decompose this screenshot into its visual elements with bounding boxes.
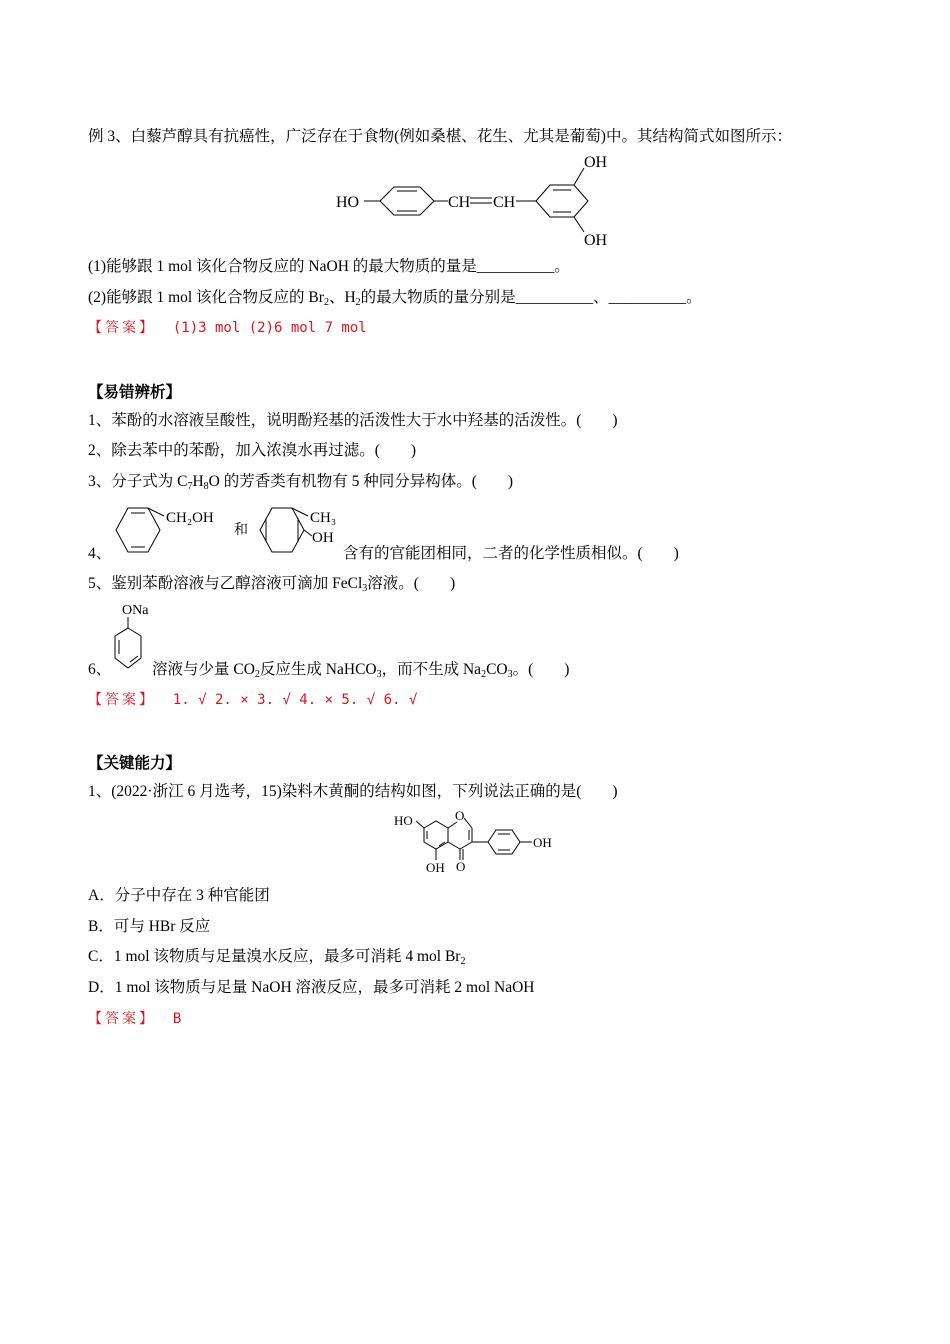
- item3-s2: 8: [203, 481, 209, 492]
- q2-sub2: 2: [355, 297, 361, 308]
- item6-a: 溶液与少量 CO: [152, 661, 255, 678]
- example3-answer: [88, 318, 367, 338]
- q2-part-b: 、H: [328, 289, 356, 306]
- item6-e: 。( ): [512, 661, 570, 678]
- genistein-oh-bottom: OH: [426, 860, 445, 875]
- item6-s4: 3: [507, 669, 513, 680]
- answer-text: (1)3 mol (2)6 mol 7 mol: [172, 320, 367, 336]
- mistakes-item4-num: 4、: [88, 545, 112, 562]
- struct-ho: HO: [336, 194, 360, 211]
- item3-b: H: [192, 473, 204, 490]
- item3-c: O 的芳香类有机物有 5 种同分异构体。( ): [208, 473, 514, 490]
- struct-ch2: CH: [493, 194, 516, 211]
- mistakes-answer: [88, 690, 417, 710]
- genistein-ho-left: HO: [394, 813, 413, 828]
- mistakes-item1: 1、苯酚的水溶液呈酸性，说明酚羟基的活泼性大于水中羟基的活泼性。( ): [88, 412, 618, 429]
- option-c-text: C．1 mol 该物质与足量溴水反应，最多可消耗 4 mol Br: [88, 948, 461, 965]
- item4-and: 和: [234, 523, 248, 538]
- benzyl-alcohol-label: CH₂OH: [166, 510, 214, 526]
- key-ability-q1: 1、(2022·浙江 6 月选考，15)染料木黄酮的结构如图，下列说法正确的是( ): [88, 783, 618, 800]
- cresol-oh-label: OH: [312, 530, 334, 546]
- q2-part-c: 的最大物质的量分别是__________、__________。: [360, 289, 702, 306]
- example3-intro: 例 3、白藜芦醇具有抗癌性，广泛存在于食物(例如桑椹、花生、尤其是葡萄)中。其结构简式如图所示：: [88, 128, 792, 145]
- example3-q2: [88, 288, 702, 308]
- answer-tag: 【答案】: [88, 320, 156, 336]
- mistakes-heading: 【易错辨析】: [88, 383, 182, 401]
- item6-b: 反应生成 NaHCO: [259, 661, 377, 678]
- option-b: B．可与 HBr 反应: [88, 918, 211, 935]
- answer-tag: 【答案】: [88, 1011, 156, 1027]
- item5-s: 3: [362, 583, 368, 594]
- struct-oh-top: OH: [584, 154, 608, 171]
- mistakes-item2: 2、除去苯中的苯酚，加入浓溴水再过滤。( ): [88, 442, 417, 459]
- mistakes-item6-num: 6、: [88, 661, 112, 678]
- resveratrol-structure: [330, 150, 630, 250]
- methyl-label: CH₃: [310, 510, 337, 526]
- answer-tag: 【答案】: [88, 692, 156, 708]
- struct-oh-bottom: OH: [584, 232, 608, 249]
- item6-s1: 2: [254, 669, 260, 680]
- ona-label: ONa: [122, 603, 149, 618]
- item5-b: 溶液。( ): [367, 575, 456, 592]
- mistakes-item4-text: 含有的官能团相同，二者的化学性质相似。( ): [343, 545, 679, 562]
- item6-c: ，而不生成 Na: [381, 661, 482, 678]
- option-d: D．1 mol 该物质与足量 NaOH 溶液反应，最多可消耗 2 mol NaOH: [88, 979, 535, 996]
- key-ability-answer: [88, 1009, 181, 1029]
- genistein-structure: [392, 808, 567, 878]
- item6-d: CO: [486, 661, 508, 678]
- option-a: A．分子中存在 3 种官能团: [88, 887, 270, 904]
- item6-s3: 2: [481, 669, 487, 680]
- key-ability-heading: 【关键能力】: [88, 754, 182, 772]
- genistein-oh-right: OH: [533, 835, 552, 850]
- struct-ch1: CH: [448, 194, 471, 211]
- answer-text: 1. √ 2. × 3. √ 4. × 5. √ 6. √: [172, 692, 418, 708]
- option-c: [88, 947, 465, 967]
- item4-structures: [108, 500, 348, 562]
- mistakes-item5: [88, 574, 455, 594]
- item6-s2: 3: [376, 669, 382, 680]
- item3-a: 3、分子式为 C: [88, 473, 188, 490]
- mistakes-item3: [88, 472, 513, 492]
- option-c-sub: 2: [460, 956, 466, 967]
- q2-part-a: (2)能够跟 1 mol 该化合物反应的 Br: [88, 289, 324, 306]
- mistakes-item6-text: [152, 660, 569, 680]
- answer-text: B: [172, 1011, 182, 1027]
- item5-a: 5、鉴别苯酚溶液与乙醇溶液可滴加 FeCl: [88, 575, 363, 592]
- q2-sub1: 2: [323, 297, 329, 308]
- genistein-o-keto: O: [456, 859, 466, 874]
- sodium-phenoxide-structure: [108, 598, 158, 678]
- example3-q1: (1)能够跟 1 mol 该化合物反应的 NaOH 的最大物质的量是__________。: [88, 258, 570, 275]
- item3-s1: 7: [187, 481, 193, 492]
- genistein-o-ring: O: [455, 808, 465, 823]
